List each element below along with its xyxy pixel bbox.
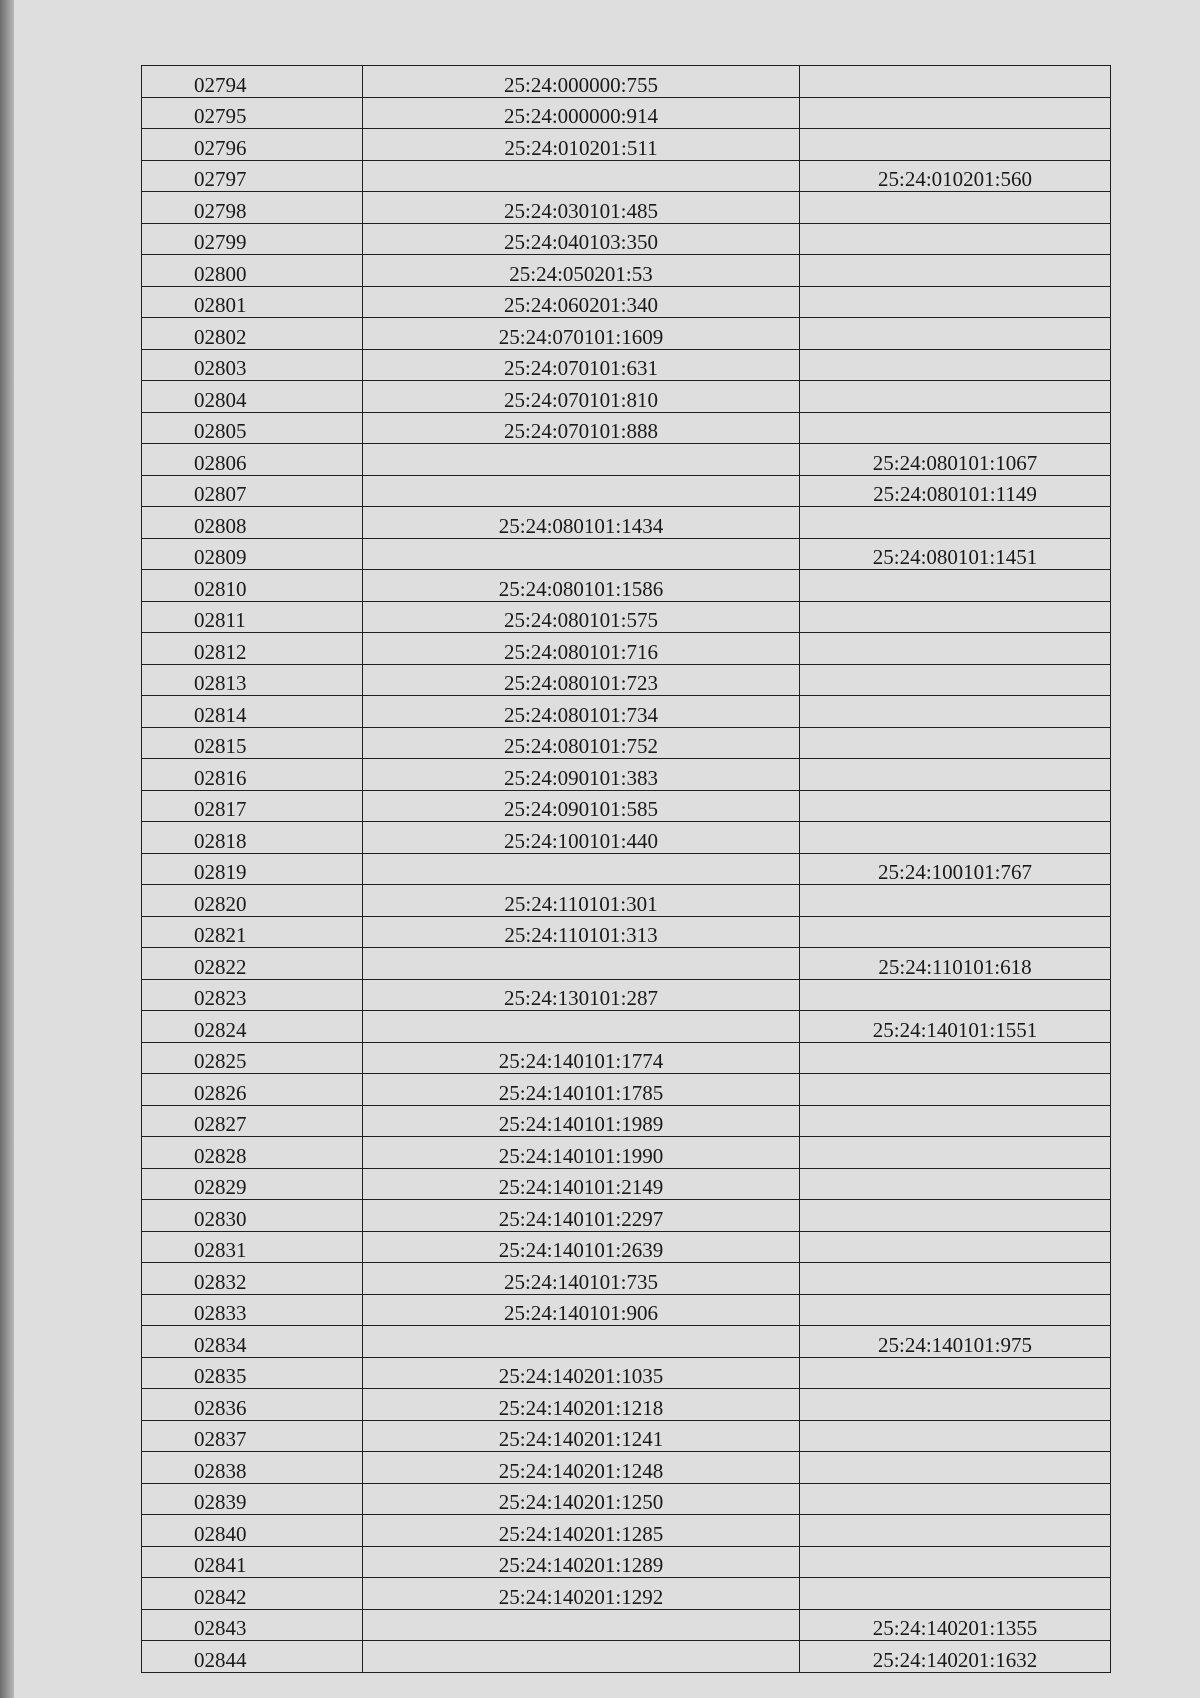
cadastral-number-alt-cell: 25:24:080101:1451 <box>800 538 1111 570</box>
table-row <box>142 1389 1111 1421</box>
table-row <box>142 1483 1111 1515</box>
row-number-cell: 02843 <box>142 1609 363 1641</box>
table-row <box>142 255 1111 287</box>
table-row <box>142 790 1111 822</box>
cadastral-number-alt-cell <box>800 318 1111 350</box>
table-row <box>142 160 1111 192</box>
table-row <box>142 192 1111 224</box>
row-number-cell: 02823 <box>142 979 363 1011</box>
cadastral-number-cell: 25:24:000000:914 <box>363 97 800 129</box>
cadastral-number-alt-cell <box>800 727 1111 759</box>
cadastral-number-cell: 25:24:140201:1035 <box>363 1357 800 1389</box>
row-number-cell: 02796 <box>142 129 363 161</box>
table-row <box>142 1515 1111 1547</box>
table-row <box>142 664 1111 696</box>
row-number-cell: 02808 <box>142 507 363 539</box>
cadastral-number-alt-cell <box>800 1168 1111 1200</box>
row-number-cell: 02801 <box>142 286 363 318</box>
cadastral-number-alt-cell <box>800 255 1111 287</box>
table-row <box>142 759 1111 791</box>
row-number-cell: 02798 <box>142 192 363 224</box>
cadastral-number-cell: 25:24:050201:53 <box>363 255 800 287</box>
row-number-cell: 02841 <box>142 1546 363 1578</box>
cadastral-number-cell: 25:24:080101:1434 <box>363 507 800 539</box>
cadastral-number-cell <box>363 1011 800 1043</box>
cadastral-number-alt-cell <box>800 1420 1111 1452</box>
cadastral-number-cell: 25:24:140101:2639 <box>363 1231 800 1263</box>
cadastral-numbers-table <box>141 65 1111 1673</box>
row-number-cell: 02807 <box>142 475 363 507</box>
table-row <box>142 1326 1111 1358</box>
cadastral-number-alt-cell <box>800 916 1111 948</box>
cadastral-number-cell: 25:24:080101:752 <box>363 727 800 759</box>
cadastral-number-alt-cell <box>800 192 1111 224</box>
cadastral-number-cell: 25:24:070101:888 <box>363 412 800 444</box>
cadastral-number-cell: 25:24:080101:575 <box>363 601 800 633</box>
cadastral-number-alt-cell <box>800 759 1111 791</box>
row-number-cell: 02814 <box>142 696 363 728</box>
cadastral-number-cell: 25:24:090101:585 <box>363 790 800 822</box>
scan-edge-shadow <box>0 0 14 1698</box>
cadastral-number-alt-cell: 25:24:140101:975 <box>800 1326 1111 1358</box>
table-row <box>142 601 1111 633</box>
cadastral-number-alt-cell <box>800 1389 1111 1421</box>
cadastral-number-cell <box>363 1641 800 1673</box>
cadastral-number-cell <box>363 538 800 570</box>
cadastral-number-alt-cell <box>800 1105 1111 1137</box>
cadastral-number-cell: 25:24:010201:511 <box>363 129 800 161</box>
row-number-cell: 02844 <box>142 1641 363 1673</box>
cadastral-number-alt-cell <box>800 129 1111 161</box>
cadastral-number-cell: 25:24:140101:1774 <box>363 1042 800 1074</box>
cadastral-number-alt-cell <box>800 1546 1111 1578</box>
cadastral-number-cell: 25:24:110101:301 <box>363 885 800 917</box>
table-row <box>142 916 1111 948</box>
table-row <box>142 66 1111 98</box>
row-number-cell: 02830 <box>142 1200 363 1232</box>
cadastral-number-cell: 25:24:140101:2297 <box>363 1200 800 1232</box>
row-number-cell: 02826 <box>142 1074 363 1106</box>
cadastral-number-alt-cell: 25:24:110101:618 <box>800 948 1111 980</box>
cadastral-number-alt-cell <box>800 1515 1111 1547</box>
cadastral-number-cell <box>363 475 800 507</box>
table-row <box>142 1074 1111 1106</box>
cadastral-number-cell: 25:24:140101:1785 <box>363 1074 800 1106</box>
table-row <box>142 1168 1111 1200</box>
row-number-cell: 02794 <box>142 66 363 98</box>
cadastral-number-alt-cell: 25:24:080101:1067 <box>800 444 1111 476</box>
cadastral-number-cell <box>363 160 800 192</box>
cadastral-number-cell: 25:24:000000:755 <box>363 66 800 98</box>
cadastral-number-alt-cell <box>800 412 1111 444</box>
row-number-cell: 02800 <box>142 255 363 287</box>
table-row <box>142 1011 1111 1043</box>
cadastral-number-cell <box>363 444 800 476</box>
cadastral-number-alt-cell <box>800 349 1111 381</box>
cadastral-number-cell: 25:24:140101:1989 <box>363 1105 800 1137</box>
table-row <box>142 822 1111 854</box>
cadastral-number-alt-cell <box>800 1200 1111 1232</box>
table-row <box>142 349 1111 381</box>
cadastral-number-cell: 25:24:040103:350 <box>363 223 800 255</box>
row-number-cell: 02806 <box>142 444 363 476</box>
table-row <box>142 1578 1111 1610</box>
cadastral-number-cell: 25:24:130101:287 <box>363 979 800 1011</box>
cadastral-number-cell: 25:24:070101:631 <box>363 349 800 381</box>
table-row <box>142 318 1111 350</box>
row-number-cell: 02812 <box>142 633 363 665</box>
row-number-cell: 02834 <box>142 1326 363 1358</box>
cadastral-number-alt-cell <box>800 601 1111 633</box>
row-number-cell: 02819 <box>142 853 363 885</box>
cadastral-number-cell: 25:24:090101:383 <box>363 759 800 791</box>
row-number-cell: 02810 <box>142 570 363 602</box>
cadastral-number-alt-cell <box>800 1452 1111 1484</box>
row-number-cell: 02811 <box>142 601 363 633</box>
table-row <box>142 1357 1111 1389</box>
cadastral-number-cell: 25:24:140201:1250 <box>363 1483 800 1515</box>
cadastral-number-alt-cell <box>800 381 1111 413</box>
cadastral-number-cell <box>363 1609 800 1641</box>
row-number-cell: 02837 <box>142 1420 363 1452</box>
row-number-cell: 02821 <box>142 916 363 948</box>
cadastral-number-alt-cell <box>800 507 1111 539</box>
row-number-cell: 02828 <box>142 1137 363 1169</box>
row-number-cell: 02805 <box>142 412 363 444</box>
table-row <box>142 507 1111 539</box>
cadastral-number-cell: 25:24:140101:906 <box>363 1294 800 1326</box>
row-number-cell: 02813 <box>142 664 363 696</box>
row-number-cell: 02820 <box>142 885 363 917</box>
cadastral-number-cell: 25:24:080101:734 <box>363 696 800 728</box>
row-number-cell: 02818 <box>142 822 363 854</box>
table-row <box>142 633 1111 665</box>
table-row <box>142 1105 1111 1137</box>
cadastral-number-alt-cell <box>800 66 1111 98</box>
table-row <box>142 948 1111 980</box>
row-number-cell: 02833 <box>142 1294 363 1326</box>
row-number-cell: 02831 <box>142 1231 363 1263</box>
cadastral-number-cell: 25:24:080101:1586 <box>363 570 800 602</box>
table-row <box>142 1641 1111 1673</box>
cadastral-number-alt-cell: 25:24:140101:1551 <box>800 1011 1111 1043</box>
cadastral-number-alt-cell <box>800 1578 1111 1610</box>
row-number-cell: 02799 <box>142 223 363 255</box>
cadastral-number-cell: 25:24:030101:485 <box>363 192 800 224</box>
table-row <box>142 979 1111 1011</box>
table-row <box>142 1452 1111 1484</box>
table-row <box>142 129 1111 161</box>
cadastral-number-alt-cell <box>800 1483 1111 1515</box>
cadastral-number-cell: 25:24:140201:1289 <box>363 1546 800 1578</box>
row-number-cell: 02832 <box>142 1263 363 1295</box>
cadastral-number-alt-cell <box>800 790 1111 822</box>
table-row <box>142 97 1111 129</box>
row-number-cell: 02815 <box>142 727 363 759</box>
cadastral-number-alt-cell: 25:24:140201:1632 <box>800 1641 1111 1673</box>
row-number-cell: 02835 <box>142 1357 363 1389</box>
cadastral-number-alt-cell: 25:24:100101:767 <box>800 853 1111 885</box>
row-number-cell: 02822 <box>142 948 363 980</box>
cadastral-number-alt-cell <box>800 1357 1111 1389</box>
row-number-cell: 02803 <box>142 349 363 381</box>
row-number-cell: 02839 <box>142 1483 363 1515</box>
table-row <box>142 696 1111 728</box>
table-row <box>142 538 1111 570</box>
row-number-cell: 02838 <box>142 1452 363 1484</box>
cadastral-number-cell: 25:24:070101:1609 <box>363 318 800 350</box>
cadastral-number-cell: 25:24:140201:1292 <box>363 1578 800 1610</box>
table-row <box>142 223 1111 255</box>
cadastral-number-alt-cell <box>800 664 1111 696</box>
table-row <box>142 1609 1111 1641</box>
cadastral-number-alt-cell <box>800 286 1111 318</box>
cadastral-number-cell: 25:24:140201:1285 <box>363 1515 800 1547</box>
cadastral-number-cell: 25:24:140201:1241 <box>363 1420 800 1452</box>
cadastral-number-cell <box>363 853 800 885</box>
table-row <box>142 1231 1111 1263</box>
cadastral-number-cell: 25:24:140201:1218 <box>363 1389 800 1421</box>
cadastral-number-alt-cell <box>800 1074 1111 1106</box>
cadastral-number-alt-cell <box>800 223 1111 255</box>
cadastral-number-cell: 25:24:140101:2149 <box>363 1168 800 1200</box>
table-row <box>142 1200 1111 1232</box>
cadastral-number-cell: 25:24:110101:313 <box>363 916 800 948</box>
row-number-cell: 02827 <box>142 1105 363 1137</box>
cadastral-number-alt-cell <box>800 696 1111 728</box>
table-row <box>142 444 1111 476</box>
cadastral-number-alt-cell: 25:24:080101:1149 <box>800 475 1111 507</box>
row-number-cell: 02836 <box>142 1389 363 1421</box>
cadastral-number-cell <box>363 1326 800 1358</box>
row-number-cell: 02829 <box>142 1168 363 1200</box>
cadastral-number-alt-cell: 25:24:010201:560 <box>800 160 1111 192</box>
cadastral-number-alt-cell <box>800 979 1111 1011</box>
cadastral-number-alt-cell <box>800 570 1111 602</box>
cadastral-number-alt-cell <box>800 822 1111 854</box>
table-row <box>142 1420 1111 1452</box>
cadastral-number-cell: 25:24:070101:810 <box>363 381 800 413</box>
row-number-cell: 02840 <box>142 1515 363 1547</box>
cadastral-number-alt-cell <box>800 633 1111 665</box>
cadastral-number-cell: 25:24:140101:735 <box>363 1263 800 1295</box>
row-number-cell: 02802 <box>142 318 363 350</box>
cadastral-number-cell <box>363 948 800 980</box>
cadastral-number-alt-cell <box>800 1294 1111 1326</box>
cadastral-number-alt-cell <box>800 885 1111 917</box>
cadastral-number-alt-cell <box>800 97 1111 129</box>
cadastral-number-alt-cell: 25:24:140201:1355 <box>800 1609 1111 1641</box>
row-number-cell: 02809 <box>142 538 363 570</box>
row-number-cell: 02795 <box>142 97 363 129</box>
row-number-cell: 02825 <box>142 1042 363 1074</box>
table-row <box>142 1042 1111 1074</box>
cadastral-number-cell: 25:24:100101:440 <box>363 822 800 854</box>
table-body <box>142 66 1111 1673</box>
cadastral-number-cell: 25:24:080101:723 <box>363 664 800 696</box>
cadastral-number-cell: 25:24:140101:1990 <box>363 1137 800 1169</box>
cadastral-number-alt-cell <box>800 1137 1111 1169</box>
table-row <box>142 1294 1111 1326</box>
row-number-cell: 02804 <box>142 381 363 413</box>
cadastral-number-alt-cell <box>800 1231 1111 1263</box>
table-row <box>142 1137 1111 1169</box>
cadastral-number-cell: 25:24:140201:1248 <box>363 1452 800 1484</box>
cadastral-number-cell: 25:24:080101:716 <box>363 633 800 665</box>
row-number-cell: 02816 <box>142 759 363 791</box>
row-number-cell: 02824 <box>142 1011 363 1043</box>
table-row <box>142 1263 1111 1295</box>
cadastral-number-alt-cell <box>800 1042 1111 1074</box>
table-row <box>142 885 1111 917</box>
table-row <box>142 381 1111 413</box>
row-number-cell: 02797 <box>142 160 363 192</box>
table-row <box>142 475 1111 507</box>
table-row <box>142 286 1111 318</box>
cadastral-number-cell: 25:24:060201:340 <box>363 286 800 318</box>
table-row <box>142 727 1111 759</box>
row-number-cell: 02817 <box>142 790 363 822</box>
row-number-cell: 02842 <box>142 1578 363 1610</box>
table-row <box>142 853 1111 885</box>
table-row <box>142 412 1111 444</box>
table-row <box>142 570 1111 602</box>
cadastral-number-alt-cell <box>800 1263 1111 1295</box>
table-row <box>142 1546 1111 1578</box>
